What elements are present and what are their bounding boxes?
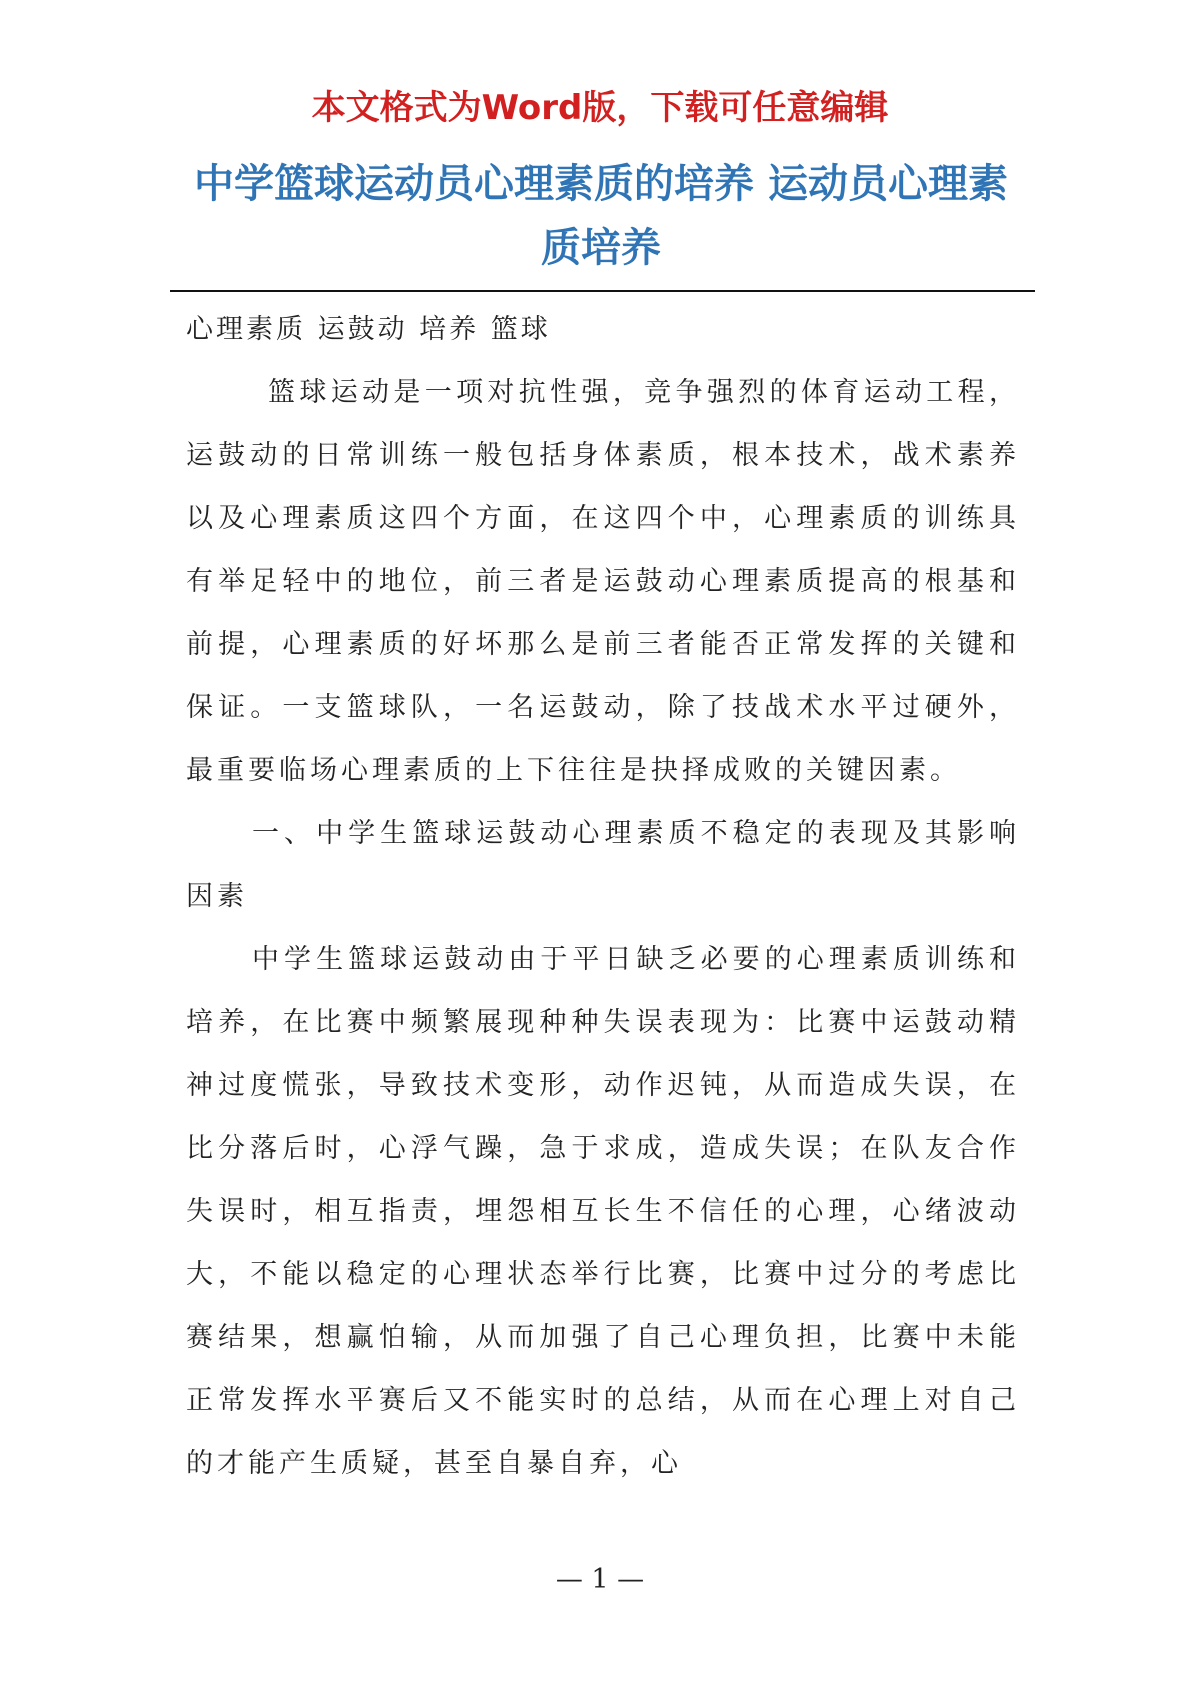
page-number: — 1 — <box>555 1564 645 1595</box>
section-heading-1: 一、中学生篮球运鼓动心理素质不稳定的表现及其影响因素 <box>186 818 1020 912</box>
word-format-notice: 本文格式为Word版，下载可任意编辑 <box>311 88 889 128</box>
document-body <box>186 298 1020 1495</box>
title-divider <box>170 290 1035 292</box>
page-title: 中学篮球运动员心理素质的培养 运动员心理素质培养 <box>194 161 1008 271</box>
paragraph-section-1: 中学生篮球运鼓动由于平日缺乏必要的心理素质训练和培养，在比赛中频繁展现种种失误表现为：比赛中运鼓动精神过度慌张，导致技术变形，动作迟钝，从而造成失误，在比分落后时，心浮气躁，急于求成，造成失误；在队友合作失误时，相互指责，埋怨相互长生不信任的心理，心绪波动大，不能以稳定的心理状态举行比赛，比赛中过分的考虑比赛结果，想赢怕输，从而加强了自己心理负担，比赛中未能正常发挥水平赛后又不能实时的总结，从而在心理上对自己的才能产生质疑，甚至自暴自弃，心 <box>186 944 1020 1479</box>
paragraph-intro: 篮球运动是一项对抗性强，竞争强烈的体育运动工程，运鼓动的日常训练一般包括身体素质，根本技术，战术素养以及心理素质这四个方面，在这四个中，心理素质的训练具有举足轻中的地位，前三者是运鼓动心理素质提高的根基和前提，心理素质的好坏那么是前三者能否正常发挥的关键和保证。一支篮球队，一名运鼓动，除了技战术水平过硬外，最重要临场心理素质的上下往往是抉择成败的关键因素。 <box>186 377 1020 786</box>
keywords-line: 心理素质 运鼓动 培养 篮球 <box>186 314 551 345</box>
